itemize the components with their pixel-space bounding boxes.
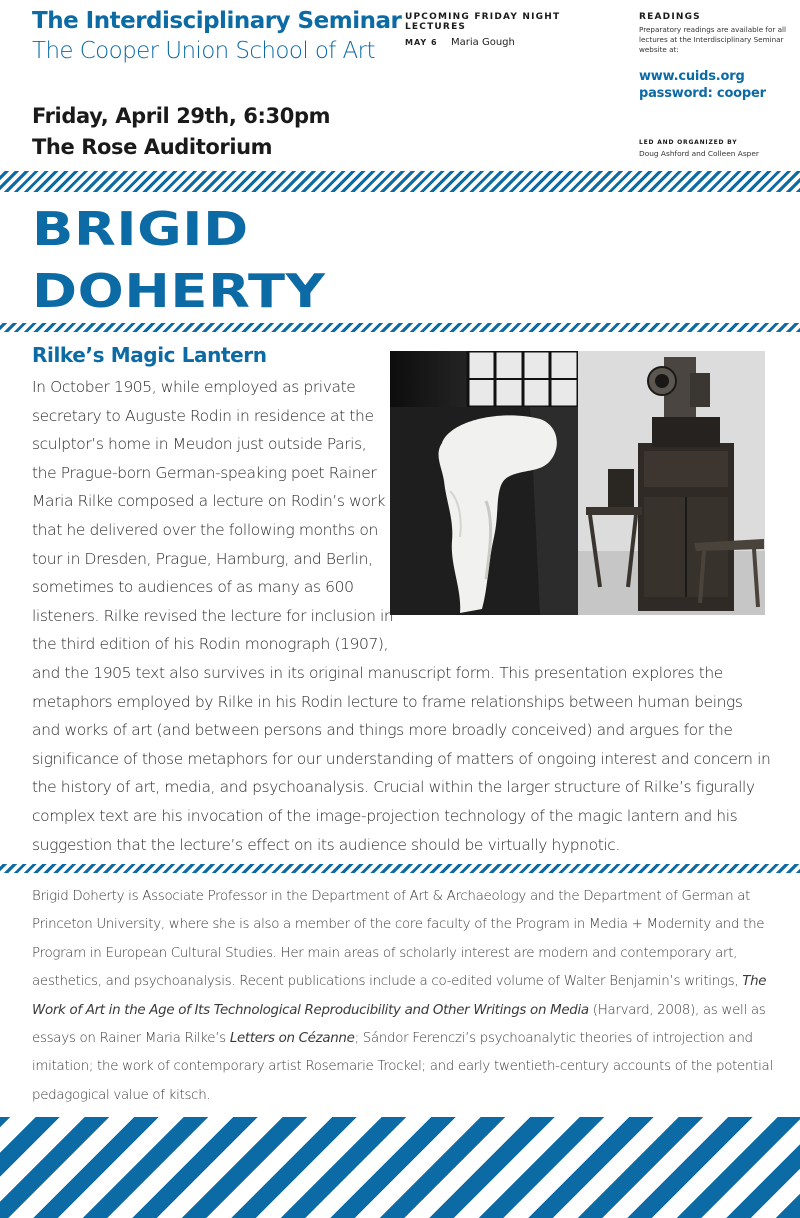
event-venue: The Rose Auditorium — [32, 135, 273, 159]
upcoming-item — [405, 37, 625, 48]
school-name: The Cooper Union School of Art — [32, 38, 375, 64]
upcoming-heading: UPCOMING FRIDAY NIGHT LECTURES — [405, 12, 561, 32]
speaker-bio — [32, 883, 784, 1110]
abstract-text: In October 1905, while employed as private secretary to Auguste Rodin in residence at the sculptor’s home in Meudon just outside Paris, the Prague-born German-speaking poet Rainer Maria Rilke composed a lecture on Rodin’s work that he delivered over the following months on tour in Dresden, Prague, Hamburg, and Berlin, sometimes to audiences of as many as 600 listeners. Rilke revised the lecture for inclusion in the third edition of his Rodin monograph (1907), and the 1905 text also survives in its original manuscript form. This presentation explores the metaphors employed by Rilke in his Rodin lecture to frame relationships between human beings and works of art (and between persons and things more broadly conceived) and argues for the significance of those metaphors for our understanding of matters of ongoing interest and concern in the history of art, media, and psychoanalysis. Crucial within the larger structure of Rilke’s figurally complex text are his invocation of the image-projection technology of the magic lantern and his suggestion that the lecture’s effect on its audience should be virtually hypnotic. — [32, 378, 771, 854]
website-password: password: cooper — [639, 86, 766, 101]
readings-heading: READINGS — [639, 12, 701, 22]
organizers-heading: LED AND ORGANIZED BY — [639, 139, 738, 146]
lecture-title: Rilke’s Magic Lantern — [32, 343, 267, 367]
lecture-abstract — [32, 373, 772, 859]
bio-text-3: ; Sándor Ferenczi’s psychoanalytic theories of introjection and imitation; the work of contemporary artist Rosemarie Trockel; and early twentieth-century accounts of the potential pedagogical value of kitsch. — [32, 1031, 773, 1103]
event-date: Friday, April 29th, 6:30pm — [32, 104, 331, 128]
speaker-first-name: BRIGID — [32, 202, 249, 256]
speaker-last-name: DOHERTY — [32, 264, 326, 318]
upcoming-speaker: Maria Gough — [451, 37, 515, 48]
organizers-names: Doug Ashford and Colleen Asper — [639, 149, 759, 158]
bio-text-2: (Harvard, 2008), as well as essays on Rainer Maria Rilke’s — [32, 1002, 766, 1047]
upcoming-lectures — [405, 12, 625, 48]
readings-note: Preparatory readings are available for all lectures at the Interdisciplinary Seminar website at: — [639, 25, 786, 54]
stripe-band-top — [0, 171, 800, 192]
bio-text-1: Brigid Doherty is Associate Professor in the Department of Art & Archaeology and the Department of German at Princeton University, where she is also a member of the core faculty of the Program in Media + Modernity and the Program in European Cultural Studies. Her main areas of scholarly interest are modern and contemporary art, aesthetics, and psychoanalysis. Recent publications include a co-edited volume of Walter Benjamin’s writings, — [32, 889, 765, 990]
stripe-band-lower — [0, 864, 800, 873]
organizers-block — [639, 139, 789, 158]
upcoming-date: MAY 6 — [405, 38, 438, 47]
series-title: The Interdisciplinary Seminar — [32, 8, 402, 34]
bio-letters-title: Letters on Cézanne — [229, 1031, 355, 1047]
bio-book-title: The Work of Art in the Age of Its Technological Reproducibility and Other Writings on Media — [32, 974, 767, 1018]
stripe-band-bottom — [0, 1117, 800, 1218]
stripe-band-middle — [0, 323, 800, 332]
readings-block — [639, 12, 789, 102]
website-link[interactable]: www.cuids.org — [639, 69, 745, 84]
